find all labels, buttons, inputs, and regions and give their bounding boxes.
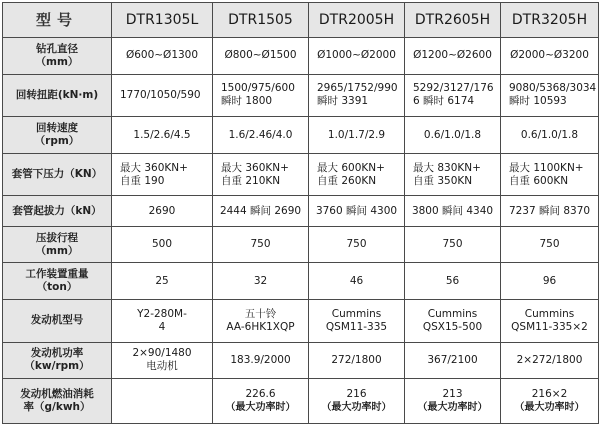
cell-casing-down-force-4	[405, 153, 501, 196]
cell-value-line: 2690	[148, 204, 176, 217]
cell-value-line: 25	[155, 274, 169, 287]
cell-value-line: 最大 830KN+	[413, 161, 481, 174]
cell-value-line: （最大功率时）	[417, 402, 488, 414]
col-header-dtr1505: DTR1505	[213, 3, 309, 38]
cell-fuel-consumption-1	[112, 379, 213, 424]
cell-value-line: QSX15-500	[422, 320, 483, 333]
cell-value-line: 750	[442, 238, 463, 251]
cell-value-line: Cummins	[427, 307, 478, 320]
cell-value-line: 1.5/2.6/4.5	[133, 128, 191, 141]
cell-drilling-diameter-5	[501, 38, 599, 75]
cell-stroke-3	[309, 226, 405, 263]
cell-working-unit-weight-3	[309, 263, 405, 300]
row-casing-pull-force	[3, 196, 599, 226]
cell-value-line: 3760 瞬间 4300	[315, 204, 398, 217]
cell-casing-pull-force-4	[405, 196, 501, 226]
col-header-model-label: 型号	[3, 3, 112, 38]
cell-value-line: 自重 260KN	[317, 174, 377, 187]
cell-value-line: Ø600~Ø1300	[125, 49, 199, 62]
cell-engine-power-1	[112, 342, 213, 379]
cell-value-line: 6 瞬时 6174	[413, 95, 475, 108]
row-label-line: （rpm）	[34, 135, 80, 147]
cell-value-line: QSM11-335×2	[511, 320, 588, 333]
col-header-dtr3205h: DTR3205H	[501, 3, 599, 38]
cell-value-line: 367/2100	[427, 353, 478, 366]
cell-rotary-speed-5	[501, 117, 599, 154]
cell-rotary-torque-3	[309, 74, 405, 117]
cell-working-unit-weight-1	[112, 263, 213, 300]
cell-value-line: 最大 360KN+	[120, 161, 188, 174]
col-header-dtr1305l: DTR1305L	[112, 3, 213, 38]
cell-value-line: （最大功率时）	[321, 402, 392, 414]
row-label-line: 发动机型号	[30, 314, 84, 327]
cell-value-line: 2444 瞬间 2690	[219, 204, 302, 217]
cell-drilling-diameter-4	[405, 38, 501, 75]
cell-value-line: QSM11-335	[325, 320, 388, 333]
row-engine-power	[3, 342, 599, 379]
cell-engine-model-5	[501, 300, 599, 343]
cell-value-line: 五十铃	[244, 307, 277, 320]
cell-rotary-speed-3	[309, 117, 405, 154]
cell-value-line: 自重 190	[120, 174, 165, 187]
cell-casing-pull-force-1	[112, 196, 213, 226]
cell-casing-down-force-2	[213, 153, 309, 196]
cell-value-line: 500	[151, 238, 173, 251]
row-label-rotary-torque	[3, 74, 112, 117]
cell-working-unit-weight-5	[501, 263, 599, 300]
cell-value-line: 750	[539, 238, 560, 251]
row-label-line: 工作装置重量	[25, 268, 89, 281]
cell-drilling-diameter-2	[213, 38, 309, 75]
col-header-dtr2605h: DTR2605H	[405, 3, 501, 38]
row-label-fuel-consumption	[3, 379, 112, 424]
row-label-engine-model	[3, 300, 112, 343]
cell-value-line: 瞬时 1800	[221, 95, 273, 108]
cell-value-line: Ø800~Ø1500	[224, 49, 297, 62]
row-label-line: 回转速度	[36, 122, 78, 134]
cell-value-line: 2×272/1800	[516, 353, 583, 366]
cell-value-line: 瞬时 10593	[509, 95, 567, 108]
cell-drilling-diameter-3	[309, 38, 405, 75]
cell-value-line: 自重 210KN	[221, 174, 281, 187]
cell-value-line: 最大 1100KN+	[509, 161, 584, 174]
row-label-casing-pull-force	[3, 196, 112, 226]
row-rotary-torque	[3, 74, 599, 117]
row-label-line: （kw/rpm）	[24, 360, 90, 373]
cell-value-line: 56	[445, 274, 460, 287]
row-label-line: 套管起拔力（kN）	[12, 204, 102, 217]
cell-value-line: 2×90/1480	[132, 347, 192, 360]
cell-value-line: （最大功率时）	[225, 402, 296, 414]
cell-casing-down-force-5	[501, 153, 599, 196]
cell-engine-model-3	[309, 300, 405, 343]
row-working-unit-weight	[3, 263, 599, 300]
cell-engine-model-4	[405, 300, 501, 343]
row-label-line: 套管下压力（KN）	[11, 168, 103, 181]
cell-stroke-1	[112, 226, 213, 263]
row-label-stroke	[3, 226, 112, 263]
cell-value-line: Y2-280M-	[137, 307, 187, 320]
spec-table	[2, 2, 599, 424]
cell-value-line: 183.9/2000	[230, 353, 291, 366]
cell-working-unit-weight-4	[405, 263, 501, 300]
cell-value-line: 46	[349, 274, 364, 287]
cell-value-line: 213	[442, 388, 463, 401]
cell-value-line: 0.6/1.0/1.8	[520, 128, 579, 141]
row-engine-model	[3, 300, 599, 343]
col-header-dtr2005h: DTR2005H	[309, 3, 405, 38]
cell-value-line: 电动机	[146, 360, 178, 373]
cell-rotary-torque-1	[112, 74, 213, 117]
cell-drilling-diameter-1	[112, 38, 213, 75]
cell-engine-power-4	[405, 342, 501, 379]
cell-value-line: 32	[253, 274, 268, 287]
cell-value-line: （最大功率时）	[514, 402, 585, 414]
cell-value-line: 最大 600KN+	[317, 161, 385, 174]
cell-value-line: 1770/1050/590	[120, 88, 201, 101]
cell-value-line: 0.6/1.0/1.8	[423, 128, 482, 141]
cell-value-line: 1.6/2.46/4.0	[228, 128, 293, 141]
cell-value-line: 7237 瞬间 8370	[508, 204, 591, 217]
cell-engine-power-2	[213, 342, 309, 379]
row-casing-down-force	[3, 153, 599, 196]
cell-value-line: 4	[158, 320, 166, 333]
cell-casing-pull-force-3	[309, 196, 405, 226]
cell-working-unit-weight-2	[213, 263, 309, 300]
cell-value-line: 最大 360KN+	[221, 161, 289, 174]
cell-rotary-speed-2	[213, 117, 309, 154]
cell-value-line: 自重 350KN	[413, 174, 473, 187]
row-fuel-consumption	[3, 379, 599, 424]
cell-rotary-torque-2	[213, 74, 309, 117]
cell-engine-model-2	[213, 300, 309, 343]
cell-fuel-consumption-5	[501, 379, 599, 424]
cell-value-line: 瞬时 3391	[317, 95, 369, 108]
cell-engine-power-5	[501, 342, 599, 379]
row-label-line: 回转扭距(kN·m)	[15, 88, 99, 101]
cell-casing-pull-force-2	[213, 196, 309, 226]
row-label-working-unit-weight	[3, 263, 112, 300]
cell-rotary-torque-4	[405, 74, 501, 117]
cell-value-line: 1500/975/600	[221, 82, 295, 95]
row-drilling-diameter	[3, 38, 599, 75]
cell-stroke-5	[501, 226, 599, 263]
row-label-line: 发动机功率	[30, 347, 84, 360]
cell-value-line: 1.0/1.7/2.9	[327, 128, 386, 141]
cell-engine-power-3	[309, 342, 405, 379]
cell-rotary-speed-1	[112, 117, 213, 154]
row-label-line: （mm）	[35, 244, 79, 257]
cell-value-line: 96	[542, 274, 557, 287]
row-label-drilling-diameter	[3, 38, 112, 75]
row-label-casing-down-force	[3, 153, 112, 196]
row-label-rotary-speed	[3, 117, 112, 154]
row-stroke	[3, 226, 599, 263]
cell-stroke-2	[213, 226, 309, 263]
cell-value-line: 216	[346, 388, 367, 401]
cell-casing-pull-force-5	[501, 196, 599, 226]
cell-rotary-speed-4	[405, 117, 501, 154]
row-label-line: 率（g/kwh）	[23, 401, 91, 414]
header-row	[3, 3, 599, 38]
row-label-line: 钻孔直径	[36, 42, 78, 55]
row-label-line: 压拔行程	[36, 231, 78, 244]
cell-value-line: 216×2	[531, 388, 568, 401]
cell-value-line: 272/1800	[331, 353, 382, 366]
cell-casing-down-force-1	[112, 153, 213, 196]
row-label-line: （ton）	[36, 281, 78, 294]
cell-casing-down-force-3	[309, 153, 405, 196]
cell-value-line: 226.6	[245, 388, 276, 401]
cell-fuel-consumption-2	[213, 379, 309, 424]
cell-value-line: 2965/1752/990	[317, 82, 398, 95]
cell-value-line: 5292/3127/176	[413, 82, 494, 95]
row-label-line: 发动机燃油消耗	[20, 388, 94, 401]
cell-value-line: 自重 600KN	[509, 174, 569, 187]
cell-value-line: Ø1000~Ø2000	[317, 49, 396, 62]
cell-value-line: Ø2000~Ø3200	[510, 49, 589, 62]
cell-engine-model-1	[112, 300, 213, 343]
cell-stroke-4	[405, 226, 501, 263]
cell-value-line: Cummins	[524, 307, 575, 320]
cell-fuel-consumption-3	[309, 379, 405, 424]
cell-value-line: 9080/5368/3034	[509, 82, 597, 95]
cell-value-line: 3800 瞬间 4340	[411, 204, 494, 217]
cell-value-line: Ø1200~Ø2600	[413, 49, 492, 62]
cell-fuel-consumption-4	[405, 379, 501, 424]
row-label-engine-power	[3, 342, 112, 379]
row-label-line: （mm）	[35, 55, 79, 68]
row-rotary-speed	[3, 117, 599, 154]
cell-value-line: Cummins	[331, 307, 382, 320]
cell-value-line: 750	[250, 238, 271, 251]
cell-value-line: AA-6HK1XQP	[226, 320, 295, 333]
cell-value-line: 750	[346, 238, 367, 251]
cell-rotary-torque-5	[501, 74, 599, 117]
